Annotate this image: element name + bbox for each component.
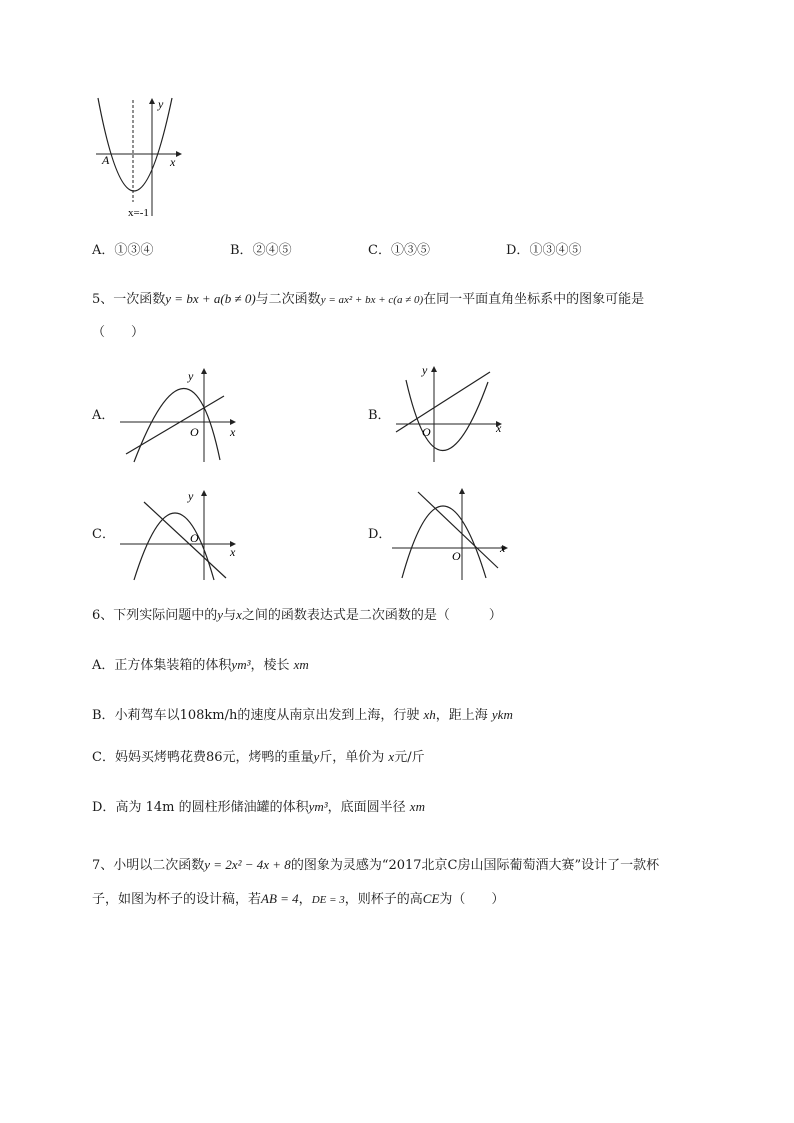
q5-option-d-letter: D． (368, 527, 392, 542)
option-text: 小莉驾车以108km/h的速度从南京出发到上海，行驶 (114, 708, 424, 723)
origin-label: O (422, 425, 431, 439)
option-text: 斤，单价为 (319, 750, 389, 765)
q7-text: 为（ ） (439, 892, 505, 907)
q6-option-b (92, 706, 513, 725)
option-var: x (293, 657, 300, 672)
option-var: y (308, 799, 315, 814)
q5-graph-a (118, 364, 248, 464)
option-letter: A． (92, 658, 115, 673)
q5-stem (92, 290, 644, 309)
option-letter: B． (92, 708, 115, 723)
q5-answer-blank: （ ） (92, 325, 145, 340)
option-unit: m (415, 799, 425, 814)
point-a-label: A (102, 153, 110, 167)
option-text: ①③④ (114, 243, 154, 258)
option-var: y (491, 707, 498, 722)
option-text: 妈妈买烤鸭花费86元，烤鸭的重量 (114, 750, 314, 765)
top-parabola-figure (88, 94, 188, 222)
option-var: x (388, 749, 395, 764)
symmetry-axis-label: x=-1 (128, 207, 149, 219)
origin-label: O (190, 425, 199, 439)
q7-ce: CE (422, 891, 440, 906)
q5-option-c-letter: C． (92, 527, 115, 542)
q5-graph-c (118, 486, 248, 582)
q5-option-a-letter: A． (92, 408, 115, 423)
q5-quadratic-formula: y = ax² + bx + c (320, 294, 394, 306)
q6-var-y: y (217, 607, 224, 622)
top-parabola-svg (88, 94, 188, 222)
option-unit: m³ (237, 657, 251, 672)
q7-text: 的图象为灵感为“2017北京C房山国际葡萄酒大赛”设计了一款杯 (290, 858, 660, 873)
q7-formula: y = 2x² − 4x + 8 (204, 857, 291, 872)
origin-label: O (452, 549, 461, 563)
option-var: x (409, 799, 416, 814)
q5-option-b-letter: B． (368, 408, 391, 423)
option-text: 元/斤 (394, 750, 425, 765)
option-var: x (423, 707, 430, 722)
option-text: ①③④⑤ (529, 243, 582, 258)
x-axis-label: x (170, 155, 176, 169)
q5-suffix: 在同一平面直角坐标系中的图象可能是 (423, 292, 645, 307)
option-unit: h (429, 707, 436, 722)
option-unit: km (497, 707, 513, 722)
q5-graph-b (392, 360, 512, 464)
x-axis-label: x (500, 541, 506, 555)
y-axis-label: y (158, 97, 164, 111)
q6-stem-a: 6、下列实际问题中的 (92, 608, 218, 623)
q7-text: ，则杯子的高 (344, 892, 423, 907)
q6-option-c (92, 748, 425, 767)
q6-option-d (92, 798, 425, 817)
x-axis-label: x (230, 425, 236, 439)
q7-ab: AB = 4 (261, 891, 299, 906)
q7-line-1 (92, 856, 659, 875)
option-text: ②④⑤ (252, 243, 292, 258)
option-letter: D． (92, 800, 116, 815)
option-letter: A． (92, 243, 115, 258)
option-text: ，棱长 (250, 658, 294, 673)
option-var: y (231, 657, 238, 672)
q5-graph-d (390, 486, 520, 582)
option-text: 正方体集装箱的体积 (114, 658, 232, 673)
q5-linear-formula: y = bx + a (165, 291, 221, 306)
option-text: 高为 14m 的圆柱形储油罐的体积 (115, 800, 309, 815)
option-unit: m³ (314, 799, 328, 814)
q5-prefix: 5、一次函数 (92, 292, 166, 307)
option-unit: m (299, 657, 309, 672)
q6-var-x: x (236, 607, 242, 622)
option-letter: B． (230, 243, 253, 258)
q5-mid: 与二次函数 (255, 292, 321, 307)
q5-linear-condition: (b ≠ 0) (220, 291, 256, 306)
q7-text: ， (298, 892, 312, 907)
q7-de: DE = 3 (311, 894, 345, 906)
x-axis-label: x (496, 421, 502, 435)
q6-stem (92, 606, 502, 625)
q4-option-b (230, 242, 292, 260)
y-axis-label: y (422, 363, 428, 377)
q4-option-d (506, 242, 581, 260)
option-text: ，底面圆半径 (327, 800, 410, 815)
option-text: ，距上海 (435, 708, 492, 723)
option-letter: D． (506, 243, 530, 258)
q7-line-2 (92, 890, 504, 909)
q7-text: 7、小明以二次函数 (92, 858, 205, 873)
q6-option-a (92, 656, 309, 675)
origin-label: O (190, 531, 199, 545)
option-letter: C． (368, 243, 391, 258)
q4-option-a (92, 242, 153, 260)
option-var: y (313, 749, 320, 764)
option-letter: C． (92, 750, 115, 765)
q6-stem-c: 之间的函数表达式是二次函数的是（ ） (241, 608, 502, 623)
option-text: ①③⑤ (390, 243, 430, 258)
x-axis-label: x (230, 545, 236, 559)
q6-stem-b: 与 (223, 608, 237, 623)
q7-text: 子，如图为杯子的设计稿，若 (92, 892, 262, 907)
y-axis-label: y (188, 489, 194, 503)
q4-option-c (368, 242, 430, 260)
y-axis-label: y (188, 369, 194, 383)
q5-quadratic-condition: (a ≠ 0) (393, 294, 424, 306)
